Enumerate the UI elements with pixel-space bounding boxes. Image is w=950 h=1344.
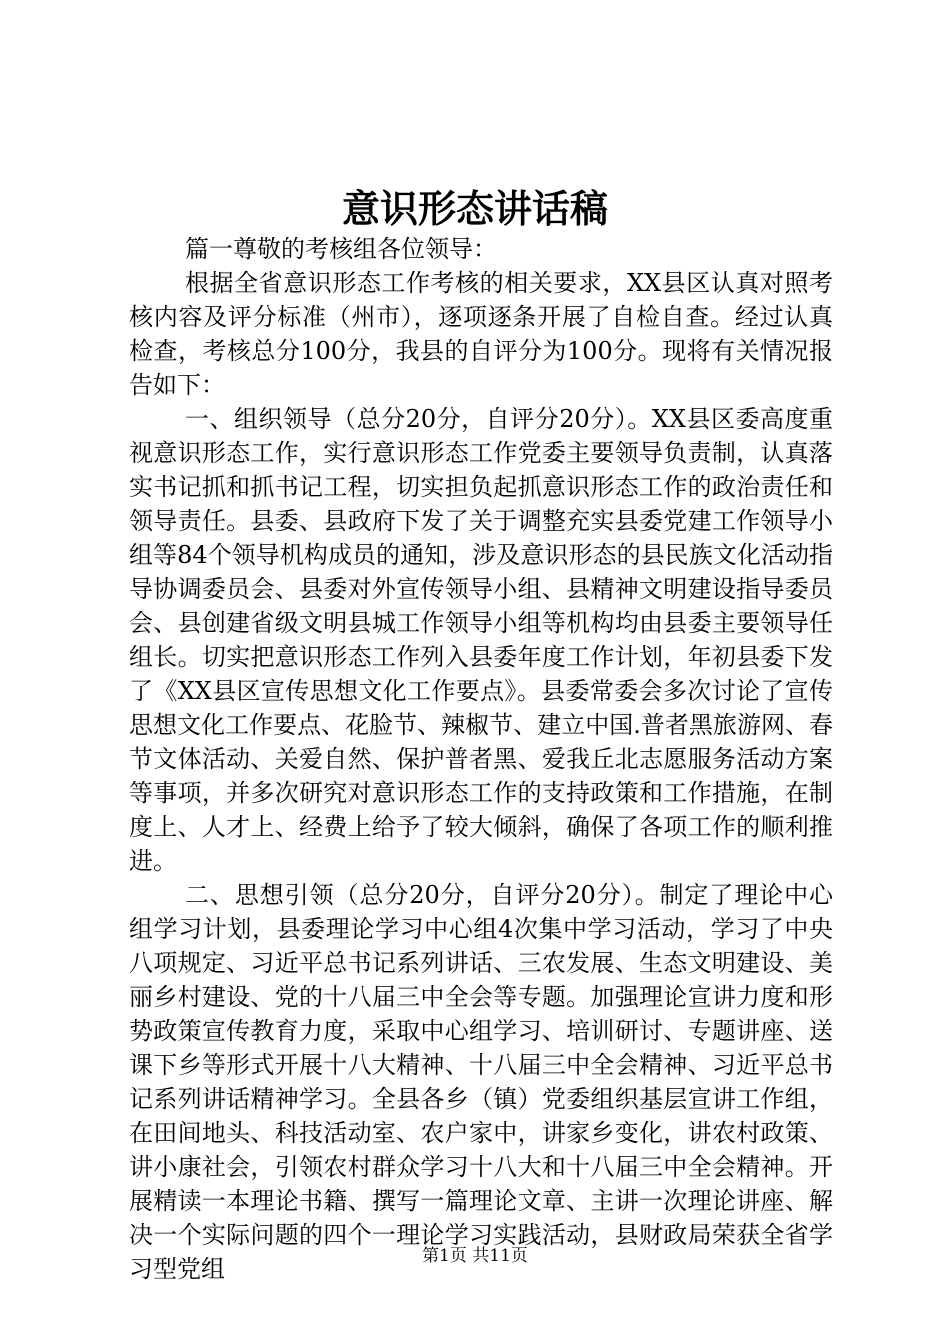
document-title: 意识形态讲话稿 <box>341 186 608 231</box>
page-number-footer: 第1页 共11页 <box>422 1246 528 1266</box>
intro-paragraph: 根据全省意识形态工作考核的相关要求，XX县区认真对照考核内容及评分标准（州市），逐项逐条开展了自检自查。经过认真检查，考核总分100分，我县的自评分为100分。现将有关情况报告如下： <box>129 269 833 399</box>
section-ideology-paragraph: 二、思想引领（总分20分，自评分20分）。制定了理论中心组学习计划，县委理论学习中心组4次集中学习活动，学习了中央八项规定、习近平总书记系列讲话、三农发展、生态文明建设、美丽乡村建设、党的十八届三中全会等专题。加强理论宣讲力度和形势政策宣传教育力度，采取中心组学习、培训研讨、专题讲座、送课下乡等形式开展十八大精神、十八届三中全会精神、习近平总书记系列讲话精神学习。全县各乡（镇）党委组织基层宣讲工作组，在田间地头、科技活动室、农户家中，讲家乡变化，讲农村政策、讲小康社会，引领农村群众学习十八大和十八届三中全会精神。开展精读一本理论书籍、撰写一篇理论文章、主讲一次理论讲座、解决一个实际问题的四个一理论学习实践活动，县财政局荣获全省学习型党组 <box>129 881 833 1283</box>
section-organization-paragraph: 一、组织领导（总分20分，自评分20分）。XX县区委高度重视意识形态工作，实行意识形态工作党委主要领导负责制，认真落实书记抓和抓书记工程，切实担负起抓意识形态工作的政治责任和领导责任。县委、县政府下发了关于调整充实县委党建工作领导小组等84个领导机构成员的通知，涉及意识形态的县民族文化活动指导协调委员会、县委对外宣传领导小组、县精神文明建设指导委员会、县创建省级文明县城工作领导小组等机构均由县委主要领导任组长。切实把意识形态工作列入县委年度工作计划，年初县委下发了《XX县区宣传思想文化工作要点》。县委常委会多次讨论了宣传思想文化工作要点、花脸节、辣椒节、建立中国.普者黑旅游网、春节文体活动、关爱自然、保护普者黑、爱我丘北志愿服务活动方案等事项，并多次研究对意识形态工作的支持政策和工作措施，在制度上、人才上、经费上给予了较大倾斜，确保了各项工作的顺利推进。 <box>129 405 833 875</box>
document-body <box>129 232 833 1286</box>
salutation-paragraph: 篇一尊敬的考核组各位领导： <box>185 235 497 263</box>
